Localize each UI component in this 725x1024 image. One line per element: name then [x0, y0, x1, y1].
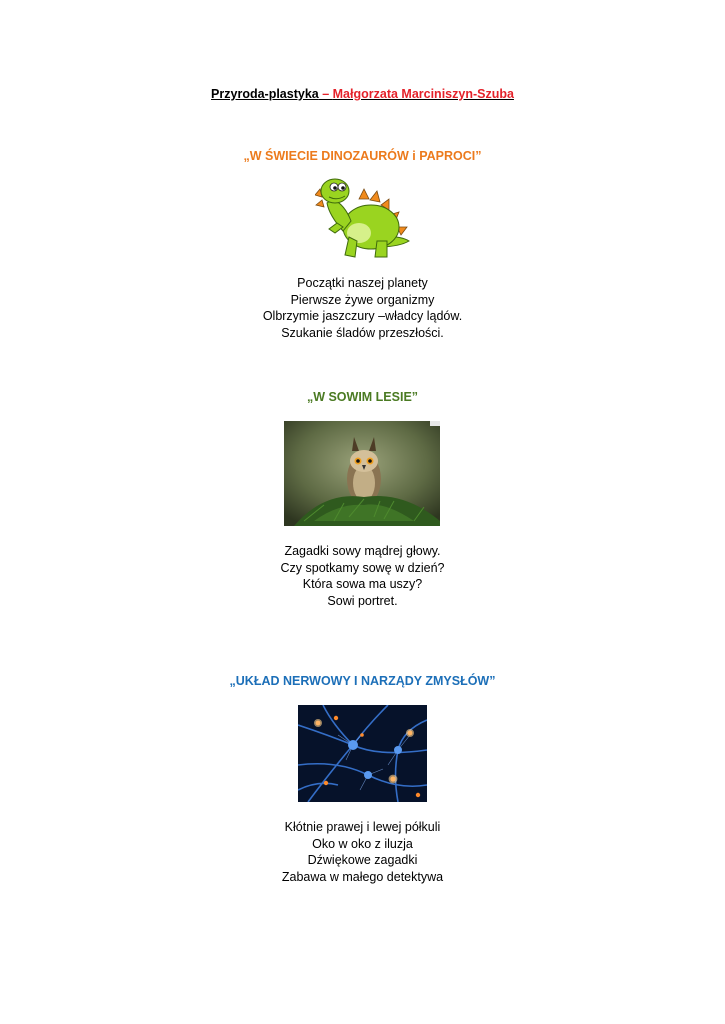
line: Oko w oko z iluzja: [312, 836, 413, 851]
line: Kłótnie prawej i lewej półkuli: [284, 820, 441, 834]
section-title-owl-forest: „W SOWIM LESIE”: [306, 390, 419, 404]
section-title-nervous-system: „UKŁAD NERWOWY I NARZĄDY ZMYSŁÓW”: [229, 674, 496, 688]
neurons-image: [298, 705, 427, 802]
section-title-dinosaurs: „W ŚWIECIE DINOZAURÓW i PAPROCI”: [243, 149, 482, 163]
section-lines-nervous-system: [0, 819, 725, 885]
header-separator: –: [318, 87, 333, 101]
line: Która sowa ma uszy?: [302, 577, 423, 591]
section-lines-dinosaurs: [0, 275, 725, 341]
dinosaur-cartoon-image: [315, 175, 411, 261]
line: Czy spotkamy sowę w dzień?: [280, 560, 445, 575]
line: Olbrzymie jaszczury –władcy lądów.: [262, 309, 463, 323]
line: Sowi portret.: [327, 593, 398, 608]
subject-label: Przyroda-plastyka: [211, 87, 319, 101]
line: Zabawa w małego detektywa: [281, 869, 444, 884]
document-header: [0, 87, 725, 101]
line: Szukanie śladów przeszłości.: [281, 325, 444, 340]
line: Zagadki sowy mądrej głowy.: [284, 544, 441, 558]
author-name: Małgorzata Marciniszyn-Szuba: [332, 87, 514, 101]
line: Pierwsze żywe organizmy: [290, 292, 435, 307]
line: Dźwiękowe zagadki: [307, 853, 418, 867]
owl-photo-image: [284, 421, 440, 526]
line: Początki naszej planety: [297, 276, 428, 290]
section-lines-owl-forest: [0, 543, 725, 609]
